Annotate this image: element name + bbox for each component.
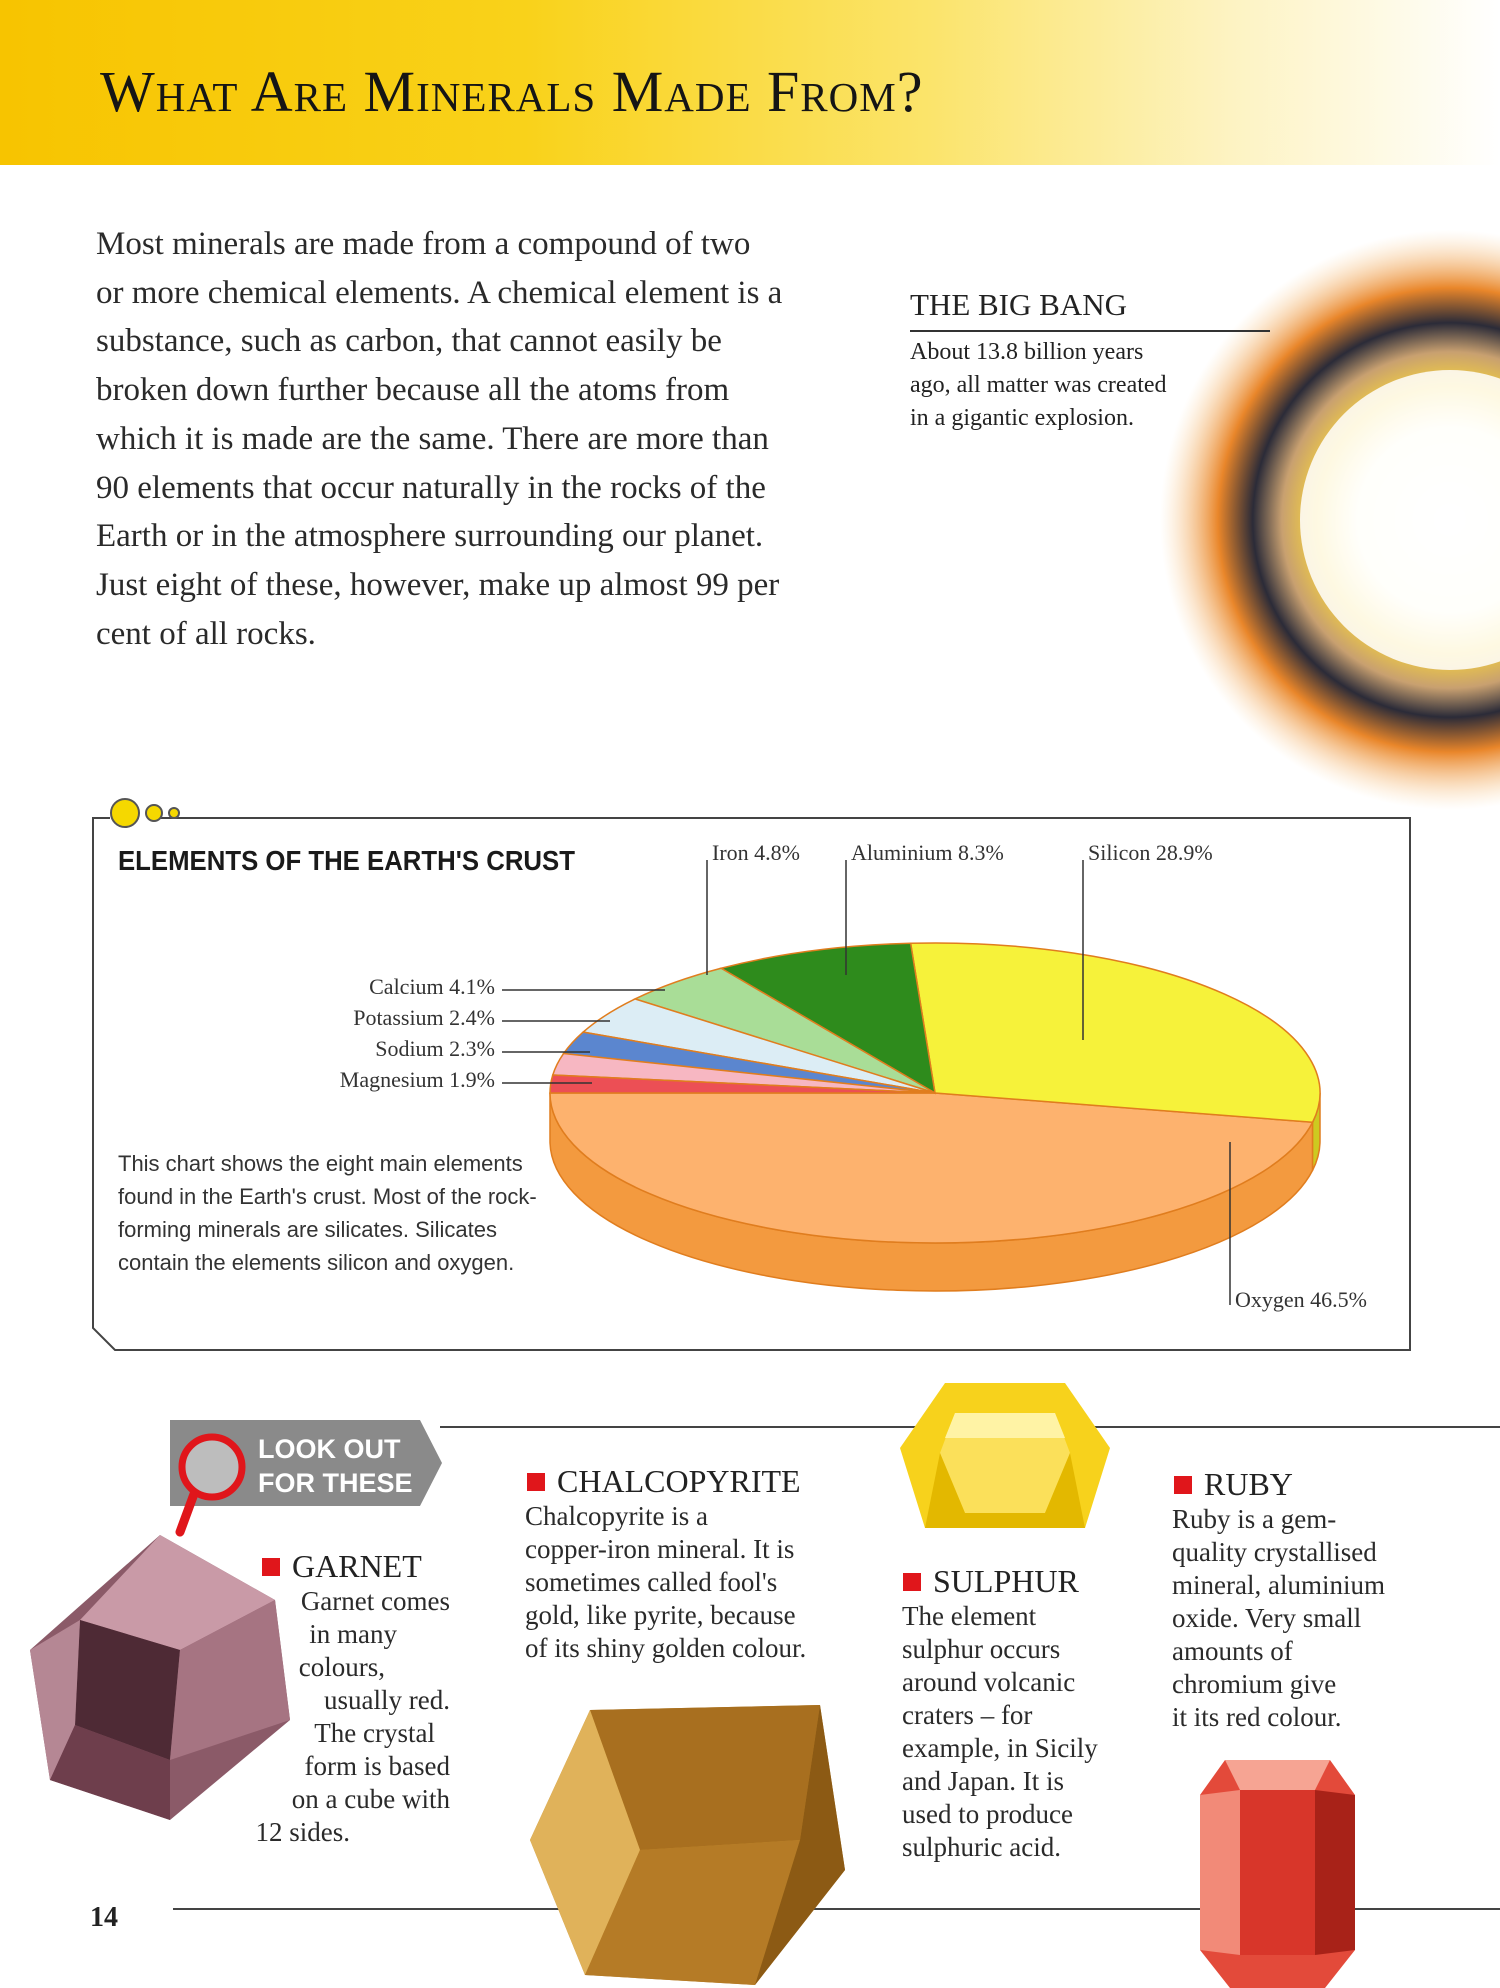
label-potassium: Potassium 2.4% <box>353 1005 495 1030</box>
chalcopyrite-heading: CHALCOPYRITE <box>527 1463 801 1500</box>
intro-paragraph: Most minerals are made from a compound of two or more chemical elements. A chemical element is a substance, such as carbon, that cannot easily be broken down further because all the atoms from which it is made are the same. There are more than 90 elements that occur naturally in the rocks of the Earth or in the atmosphere surrounding our planet. Just eight of these, however, make up almost 99 per cent of all rocks. <box>96 226 783 652</box>
sulphur-illustration <box>895 1378 1115 1538</box>
ruby-heading: RUBY <box>1174 1466 1293 1503</box>
label-iron: Iron 4.8% <box>712 840 800 865</box>
label-oxygen: Oxygen 46.5% <box>1235 1287 1367 1312</box>
red-bullet <box>903 1573 921 1591</box>
chart-caption: This chart shows the eight main elements found in the Earth's crust. Most of the rock-forming minerals are silicates. Silicates contain the elements silicon and oxygen. <box>118 1151 537 1275</box>
sulphur-text: The element sulphur occurs around volcanic craters – for example, in Sicily and Japan. It is used to produce sulphuric acid. <box>902 1601 1098 1862</box>
label-calcium: Calcium 4.1% <box>369 974 495 999</box>
garnet-text: Garnet comes in many colours, usually red. The crystal form is based on a cube with 12 sides. <box>255 1586 450 1847</box>
label-aluminium: Aluminium 8.3% <box>851 840 1004 865</box>
big-bang-text: About 13.8 billion years ago, all matter was created in a gigantic explosion. <box>910 339 1167 431</box>
red-bullet <box>527 1473 545 1491</box>
look-out-label: LOOK OUT FOR THESE <box>258 1434 413 1498</box>
ruby-illustration <box>1195 1755 1360 1988</box>
label-sodium: Sodium 2.3% <box>375 1036 495 1061</box>
red-bullet <box>262 1558 280 1576</box>
garnet-heading: GARNET <box>262 1548 422 1585</box>
ruby-text: Ruby is a gem- quality crystallised mineral, aluminium oxide. Very small amounts of chromium give it its red colour. <box>1172 1504 1385 1732</box>
red-bullet <box>1174 1476 1192 1494</box>
page-number: 14 <box>90 1902 118 1933</box>
big-bang-title: THE BIG BANG <box>910 287 1127 322</box>
chart-title: ELEMENTS OF THE EARTH'S CRUST <box>118 845 575 876</box>
magnifier-icon <box>182 1437 242 1497</box>
label-magnesium: Magnesium 1.9% <box>339 1067 495 1092</box>
chalcopyrite-illustration <box>520 1700 850 1988</box>
chalcopyrite-text: Chalcopyrite is a copper-iron mineral. It is sometimes called fool's gold, like pyrite, because of its shiny golden colour. <box>525 1501 807 1663</box>
page-title: What Are Minerals Made From? <box>100 59 924 124</box>
sulphur-heading: SULPHUR <box>903 1563 1079 1600</box>
label-silicon: Silicon 28.9% <box>1088 840 1213 865</box>
